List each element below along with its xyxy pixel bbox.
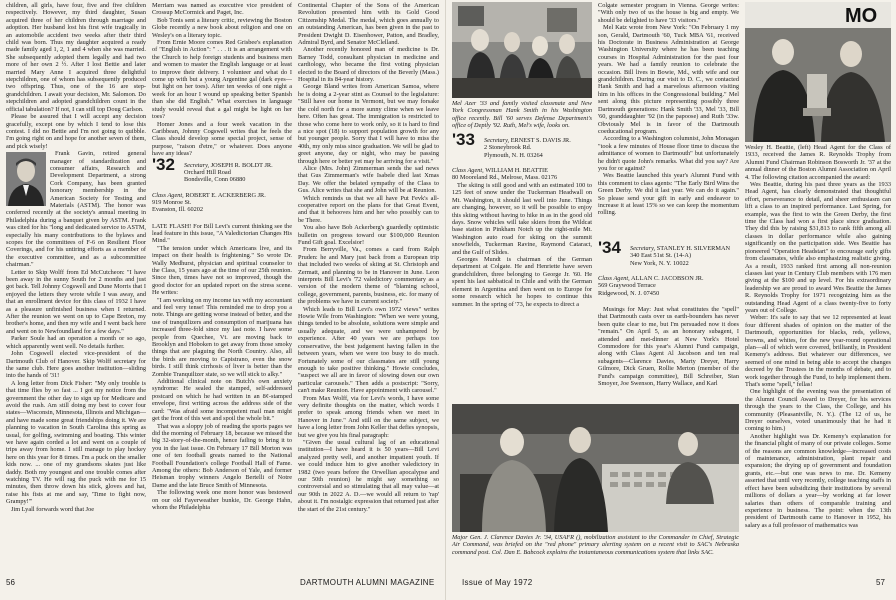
paragraph: According to a Washington columnist, John Monagan "took a few minutes of House floor time to discuss the admittance of women to Dartmouth" but unfortunately he didn't quote John's remarks. What did you say? Are you for or against? — [598, 135, 739, 172]
page-number-right: 57 — [876, 578, 885, 587]
banner-lettering: MO — [845, 5, 878, 27]
photo-beattie-trophy — [745, 2, 891, 142]
agent-label: Class Agent, — [452, 167, 484, 174]
paragraph: Homer Jones and a four week vacation in the Caribbean, Johnny Cogswell writes that he feels the Class should develop some special project, sense of purpose, "raison d'etre," or whatever. Does anyone have any ideas? — [152, 120, 292, 158]
agent-name: WILLIAM H. BEATTIE — [485, 167, 548, 174]
page-number-left: 56 — [6, 578, 15, 587]
photo-caption-beattie: Wesley H. Beattie, (left) Head Agent for the Class of 1933, received the James R. Reynolds Trophy from Alumni Fund Chairman Robinson Bosworth Jr. '37 at the annual dinner of the Boston Alumni Association on April 4. The following citation accompanied the award: — [745, 144, 891, 181]
secretary-name: STANLEY H. SILVERMAN — [656, 245, 731, 252]
paragraph: John Cogswell elected vice-president of the Dartmouth Club of Hanover. Skip Wolff secretary for the same club. Here goes another institution—sliding into the hands of '31! — [6, 350, 146, 380]
paragraph: Another highlight was Dr. Kemeny's explanation for the financial plight of many of our private colleges. Some of the reasons are common knowledge—increased costs of maintenance, administration, plant repair and expansion; the drying up of government and foundation grants, etc.—but one was news to me. Dr. Kemeny asserted that until very recently, college teaching staffs in effect have been subsidizing their institutions by several millions of dollars a year—by working at far lower salaries than others of comparable training and experience in business. The point: when the 13th president of Dartmouth came to Hanover in 1952, his salary as a full professor of mathematics was — [745, 432, 891, 529]
agent-name: ROBERT E. ACKERBERG JR. — [185, 191, 266, 199]
paragraph: From Berryville, Va., comes a card from Ralph Pruden: he and Mary just back from a European trip that included two weeks of skiing at St. Christoph and Zermatt, and planning to be in Hanover in June. Leon interprets Bill Levi's '72 valedictory commentary as a version of the modern theme of "blaming school, college, government, parents, business, etc. for many of the problems we have in current society." — [298, 246, 439, 306]
paragraph: Parker Soule had an operation a month or so ago, which apparently went well. No details further. — [6, 335, 146, 350]
trophy-photo-image — [745, 2, 891, 142]
paragraph: Wes Beattie launched this year's Alumni Fund with this comment to class agents: "The Early Bird Wins the Green Derby. We did it last year. We can do it again." So please send your gift in early and endeavor to increase it at least 15% so we can keep the momentum rolling. — [598, 172, 739, 217]
agent-block — [598, 275, 704, 297]
paragraph: Letter to Skip Wolff from Ed McCutcheon: "I have been away in the sunny South for 2 months and just got back. Tell Johnny Cogswell and Dune Morris that I enjoyed the letters they wrote while I was away, and that an enrollment device for this class of 1932 I have as a pleasure unfinished business when I returned. After the reunion we went on up to Cape Breton, my brother's home, and then my wife and I went back here and went on to Newfoundland for a few days." — [6, 268, 146, 335]
paragraph: Georges Mundt is chairman of the German department at Colgate. He and Henriette have seven grandchildren, three belonging to George Jr. '60. He spent his last sabbatical in Chile and with the German element in Argentina and then went on to Europe for some research which he hopes to continue this summer. In the spring of '73, he expects to direct a — [452, 256, 592, 308]
paragraph: Continental Chapter of the Sons of the American Revolution presented him with its Gold Good Citizenship Medal. The medal, which goes annually to an outstanding American, has been given in the past to President Dwight D. Eisenhower, Patton, and Bradley, Admiral Byrd, and Senator McClelland. — [298, 2, 439, 47]
photo-caption-sac: Major Gen. J. Clarence Davies Jr. '34, USAFR (), mobilization assistant to the Commander in Chief, Strategic Air Command, was briefed on the "red phone" primary alerting system on a recent visit to SAC's Nebraska command post. Col. Dan E. Babcock explains the instantaneous communications system that links SAC. — [452, 534, 739, 556]
secretary-name: ERNEST S. DAVIS JR. — [510, 137, 571, 144]
class-number: '32 — [152, 154, 175, 174]
secretary-name: JOSEPH R. BOLDT JR. — [210, 161, 273, 169]
portrait-photo-frank-gavin — [6, 152, 46, 206]
class-number: '33 — [452, 130, 475, 149]
page-gutter — [445, 0, 446, 600]
paragraph: Musings for May: Just what constitutes the "spell" that Dartmouth casts over us earth-bounders has never been quite clear to me, but I'm persuaded now it does "remain." On April 5, as an honorary subagent, I attended and met-dinner at New York's Hotel Commodore for this year's Alumni Fund campaign, along with Class Agent Al Jacobson and ten real subagents—Clarence Davies, Marty Dreyer, Harry Gilmore, Dick Gruen, Rollie Merton (member of the Fund's campaign committee), Bill Schreiber, Stan Smoyer, Joe Swenson, Harry Wallace, and Karl — [598, 306, 739, 388]
paragraph: Which reminds us that we all have Put Fevk's all-cooperative report on the plans for that Great Event, and that it behooves him and her who possibly can to be There. — [298, 194, 439, 224]
secretary-address-line: New York, N. Y. 10022 — [630, 259, 689, 267]
secretary-block — [484, 137, 571, 159]
agent-address-line: Ridgewood, N. J. 07450 — [598, 289, 660, 297]
paragraph: George Bland writes from American Samoa, where he is doing a 2-year stint as Counsel to the legislature: "Still have our home in Vermont, but we may forsake the cold north for a more sunny clime when we leave here. Often has great. The immigration is restricted to those who come here to work only, so it is hard to find a nice spot (18) to support population growth for any but younger people. Sorry that I will have to miss the 40th, my only miss since graduation. We will be glad to greet anyone, day or night, who may be passing through here or better yet may be arriving for a visit." — [298, 83, 439, 165]
paragraph: A long letter from Dick Fisher: "My only trouble is that time flies by so fast ... I got my notice from the government the other day to sign up for Medicare and avoid the rush. Am still doing my best to cover four states—Wisconsin, Minnesota, Illinois and Michigan—and have made some great friendships doing it. We are planning to vacation in South Carolina this spring as usual, for golfing, swimming and boating. This winter we have again corded a lot and went on a couple of trips away from home. I still manage to play hockey here on this year for 8 times. I'm a puck on the smaller kids now. ... one of my grandsons skates just like daddy. Both my youngest and one trouble comes after watching TV. He will rag the puck with me for 15 minutes, then throw down his stick, gloves and hat, raise his fists at me and say, 'Time to fight now, Grampy!'" — [6, 379, 146, 506]
issue-label: Issue of May 1972 — [462, 578, 533, 587]
paragraph: Additional clinical note on Butch's own anxiety syndrome: He sealed the stamped, self-addressed postcard on which he had written in an 8¢-stamped envelope, first writing across the address side of the card: "Was afraid some incompetent mail man might get the front of this wet and spoil the whole bit." — [152, 378, 292, 423]
paragraph: The following week one more honor was bestowed on our old Fayerweather bunkie, Dr. George Hahn, whom the Philadelphia — [152, 489, 292, 511]
paragraph: Which leads to Bill Levi's own 1972 views" writes Howie Wile from Washington: "When we were young, things tended to be absolute, solutions were simple and usually adequate, and we were unhampered by experience. After 40 years we are perhaps too conservative, the best judgement having fallen in the between years, when we were too busy to do much. Fortunately some of our classmates are still young enough to take positive thinking." Howie concludes, "suspect we all are in favor of slowing down our own particular carousels." Then adds a postscript: "Sorry, can't make Reunion. Have appointment with carousel." — [298, 305, 439, 395]
secretary-address-line: 340 East 51st St. (14-A) — [630, 252, 692, 260]
portrait-image — [6, 152, 46, 206]
agent-block — [452, 167, 592, 182]
magazine-title: DARTMOUTH ALUMNI MAGAZINE — [300, 578, 435, 587]
paragraph: "Given the usual cultural lag of an educational institution—I have heard it is 50 years—Bill Levi analyzed pretty well, and another impatient youth. If we could induce him to give another valedictory in 1982 (two years before the Orwellian apocalypse and our 50th reunion) he might say something so controversial and so stimulating that all may value—at our 90th in 2022 A. D.—we would all return to 'rap' about it. I'm nostalgic expression that returned just after the start of the 21st century." — [298, 438, 439, 513]
secretary-label: Secretary, — [184, 161, 210, 169]
paragraph: From Max Wolff, via for Levi's words, I have some very definite thoughts on the matter, which words I prefer to speak among friends when we meet in Hanover in June." And still on the same subject, we have a long letter from John Keller that defies synopsis, but we give you his final paragraph: — [298, 394, 439, 439]
paragraph: Wes Beattie, during his past three years as the 1933 Head Agent, has clearly demonstrated that thoughtful effort, perseverance to detail, and sheer enthusiasm can lift a class to an inspired performance. Last Spring, for example, was the first to win the Green Derby, the first time the Class had won a first place since graduation. They did this by raising $31,813 to rank fifth among all classes in dollar performance while also gaining significantly on the participation side. Wes Beattie has pioneered "Operation Headstart" to encourage early gifts from classmates, while also emphasizing realistic giving. As a result, 1933 ranked first among all non-reunion classes last year in Century Club members with 176 men giving at the $100 and up level. For his extraordinary leadership we are proud to award Wes Beattie the James R. Reynolds Trophy for 1971 recognizing him as the outstanding Head Agent of a class twenty-five to forty years out of College. — [745, 181, 891, 314]
paragraph: Alice (Mrs. John) Zimmerman sends the sad news that Gus Zimmerman's wife Isabele died last Xmas Day. We offer the belated sympathy of the Class to Gus. Alice writes that she and John will be at Reunion. — [298, 164, 439, 195]
right-col-3 — [745, 144, 891, 574]
left-col-2 — [152, 2, 292, 572]
agent-block — [152, 192, 266, 214]
paragraph: Merriam was named as executive vice president of Crossup McCormick and Paget, Inc. — [152, 2, 292, 17]
class-number: '34 — [598, 238, 621, 257]
left-col-3 — [298, 2, 439, 572]
command-post-photo-image — [452, 404, 739, 532]
photo-sac-command-post — [452, 404, 739, 532]
paragraph: One highlight of the evening was the presentation of the Alumni Council Award to Dreyer, for his services through the years to the Class, the College, and his community (Pleasantville, N. Y.). (The 12 of us, he Dreyer ourselves, voted unanimously that he had it coming to him.) — [745, 388, 891, 433]
paragraph: Jim Lyall forwards word that Joe — [11, 505, 95, 513]
paragraph: children, all girls, have four, five and five children respectively. However, my third daughter, Susan acquired three of her children through marriage and adoption. Her husband lost his first wife tragically in an automobile accident two weeks after their third child was born. Thus my daughter acquired a ready made family aged 1, 2, 1 and 4 when she was married. She subsequently adopted them legally and had two more of her own 2 ½. After I lost Bettie and later married Mary Anne I acquired three delightful stepchildren, one of whom has subsequently produced two offspring. Thus, one of the 16 are step-grandchildren. I await your decision, Mr. Salomon. Do stepchildren and adopted grandchildren count in the official tabulation? If not, I can still top Doug Carlson. — [6, 2, 146, 113]
paragraph: From Ernie Moore comes Red Grisbee's explanation of "English in Action": " . . . it is an arrangement with the Church to help foreign students and business men and women to master the English language or at least to improve their delivery. I volunteer and what do I come up with but a young Argentine gal (dark eyes—but light on her toes). After ten weeks of one night a week for an hour I wound up speaking better Spanish than she did English." What exercises in language study would reveal that a gal might be light on her toes? — [152, 39, 292, 121]
right-col-2-continued — [598, 306, 739, 400]
secretary-block — [184, 162, 273, 184]
agent-address-line: Evanston, Ill. 60202 — [152, 206, 204, 214]
office-photo-image — [452, 2, 592, 98]
paragraph: Mel Katz wrote from New York: "On February 1 my son, Gerald, Dartmouth '60, Tuck MBA '61, received his Doctorate in Business Administration at George Washington University where he has been teaching courses in Hospital Administration for the past four years. We had a family reunion to celebrate the occasion. Bill lives in Bowie, Md., with wife and our grandchildren. During our visit to D. C., we contacted Hank Smith and had a marvelous afternoon visiting him in his offices in the Congressional building." Mel sent along this picture representing possibly three Dartmouth generations: Hank Smith '33, Mel '33, Bill '60, granddaughter '92 (in the papoose) and Ruth '33w. Obviously Mel is in favor of the Dartmouth coeducational program. — [598, 24, 739, 135]
secretary-address-line: Plymouth, N. H. 03264 — [484, 151, 543, 159]
paragraph: LATE FLASH! For Bill Levi's current thinking see the lead feature in this issue, "A Valedictorian Changes His Mind." — [152, 222, 292, 245]
secretary-block — [630, 245, 730, 267]
secretary-address-line: Orchard Hill Road — [184, 168, 231, 176]
paragraph: Weber: It's safe to say that we 12 represented at least four different shades of opinion on the matter of the Dartmouth, opportunities for blacks, reds, yellows, browns, and whites, for the new year-round operational plan—all of which were covered, brilliantly, in President Kemeny's address. But whatever our differences, we seemed of one mind in being able to accept the changes decreed by the Trustees in the months of debate, and to work together through the Fund, to help implement them. That's some "spell," fellas! — [745, 314, 891, 388]
paragraph: Colgate semester program in Vienna. George writes: "With only two of us the house is big and empty. We should be delighted to have '33 visitors." — [598, 2, 739, 24]
paragraph: Please be assured that I will accept any decision gracefully, except one by which I tend to lose this contest. I did no Bettie and I'm not going to quibble. I'm going right on and hope for another seven of them, and pick wisely! — [6, 113, 146, 150]
agent-label: Class Agent, — [598, 275, 630, 282]
agent-label: Class Agent, — [152, 191, 184, 199]
paragraph: That was a sloppy job of reading the sports pages we did the morning of February 18, because we missed the big 32-story-of-the-month, hence failing to bring it to you in the last issue. On February 17 Bill Morton was one of ten football greats named to the National Football Foundation's college Football Hall of Fame. Among the others: Bob Anderson of Yale, and former Heisman trophy winners Angelo Bertelli of Notre Dame and the late Bruce Smith of Minnesota. — [152, 422, 292, 489]
paragraph: Another recently honored man of medicine is Dr. Barney Todd, consultant physician in medicine and cardiology, who became the first voting physician elected to the Board of directors of the Beverly (Mass.) Hospital in its 84-year history. — [298, 46, 439, 84]
agent-name: ALLAN C. JACOBSON JR. — [630, 275, 704, 282]
class-32-header — [152, 154, 292, 223]
paragraph: Frank Gavin, retired general manager of standardization and consumer affairs, Research and Development Department, a strong Cork Company, has been granted honorary membership in the American Society for Testing and Materials (ASTM). The honor was conferred recently at the society's annual meeting in Philadelphia during a banquet given by ASTM. Frank was cited for his "long and dedicated service to ASTM, especially his many contributions to the bylaws and scopes for the committees of F-6 on Resilient Floor Coverings, and for his untiring efforts as a member of the executive committee, and as a subcommittee chairman." — [6, 150, 146, 269]
secretary-address-line: 2 Stoneybrook Rd. — [484, 144, 532, 152]
paragraph: The skiing is still good and with an estimated 100 to 125 feet of snow under the Tuckerman Headwall on Mt. Washington, it should last well into June. Things are changing, however, so it will be possible to enjoy this skiing without having to hike in as in the good old days. Snow vehicles will take skiers from the Wildcat base station in Pinkham Notch up the right-mile Mt. Washington auto road for skiing on the summit snowfields, Tuckerman Ravine, Raymond Cataract, and the Gulf of Slides. — [452, 182, 592, 256]
right-col-2 — [598, 2, 739, 242]
paragraph: "The tension under which Americans live, and its impact on their health is frightening." So wrote Dr. Wally Medhurst, physician and spiritual counselor to the Class, 15 years ago at the time of our 25th reunion. Since then, times have not so improved, though the good doctor for an updated report on the stress scene. He writes: — [152, 244, 292, 297]
right-col-1 — [452, 182, 592, 400]
paragraph: You also have Bob Ackerberg's guardedly optimistic bulletin on progress toward our $100,000 Reunion Fund Gift goal. Excelsior! — [298, 224, 439, 246]
agent-address-line: 569 Graywood Terrace — [598, 282, 656, 290]
class-34-header — [598, 238, 739, 308]
secretary-label: Secretary, — [484, 137, 510, 144]
agent-address-line: 80 Mooreland Rd., Melrose, Mass. 02176 — [452, 174, 558, 182]
agent-address-line: 919 Monroe St. — [152, 198, 192, 206]
paragraph: "I am working on my income tax with my accountant and feel very tense! This reminded me to drop you a note. Things are getting worse instead of better, and the use of tranquilizers and consumption of marijuana has increased three-fold since my last note. I have some people from Quechee, Vt. are moving back to Brooklyn and Hoboken to get away from those smoky things that are plaguing the North Country. Also, all the birds are moving to Capistrano, even the snow birds. I still think cirrhosis of liver is better than the Zombie Tranquilizer state, so we will stick to alky." — [152, 296, 292, 378]
photo-caption-office: Mel Azer '33 and family visited classmate and New York Congressman Hank Smith in his Washington office recently. Bill '60 serves Defense Department's office of Deptly '92. Ruth, Mel's wife, looks on. — [452, 100, 592, 130]
paragraph: Bob Tonis sent a literary critic, reviewing the Boston Globe recently a new book about religion and one on Wesley's on a literary topic. — [152, 16, 292, 39]
secretary-address-line: Bondsville, Conn 06880 — [184, 176, 246, 184]
photo-congressman-office — [452, 2, 592, 98]
secretary-label: Secretary, — [630, 245, 656, 252]
left-col-1 — [6, 2, 146, 572]
